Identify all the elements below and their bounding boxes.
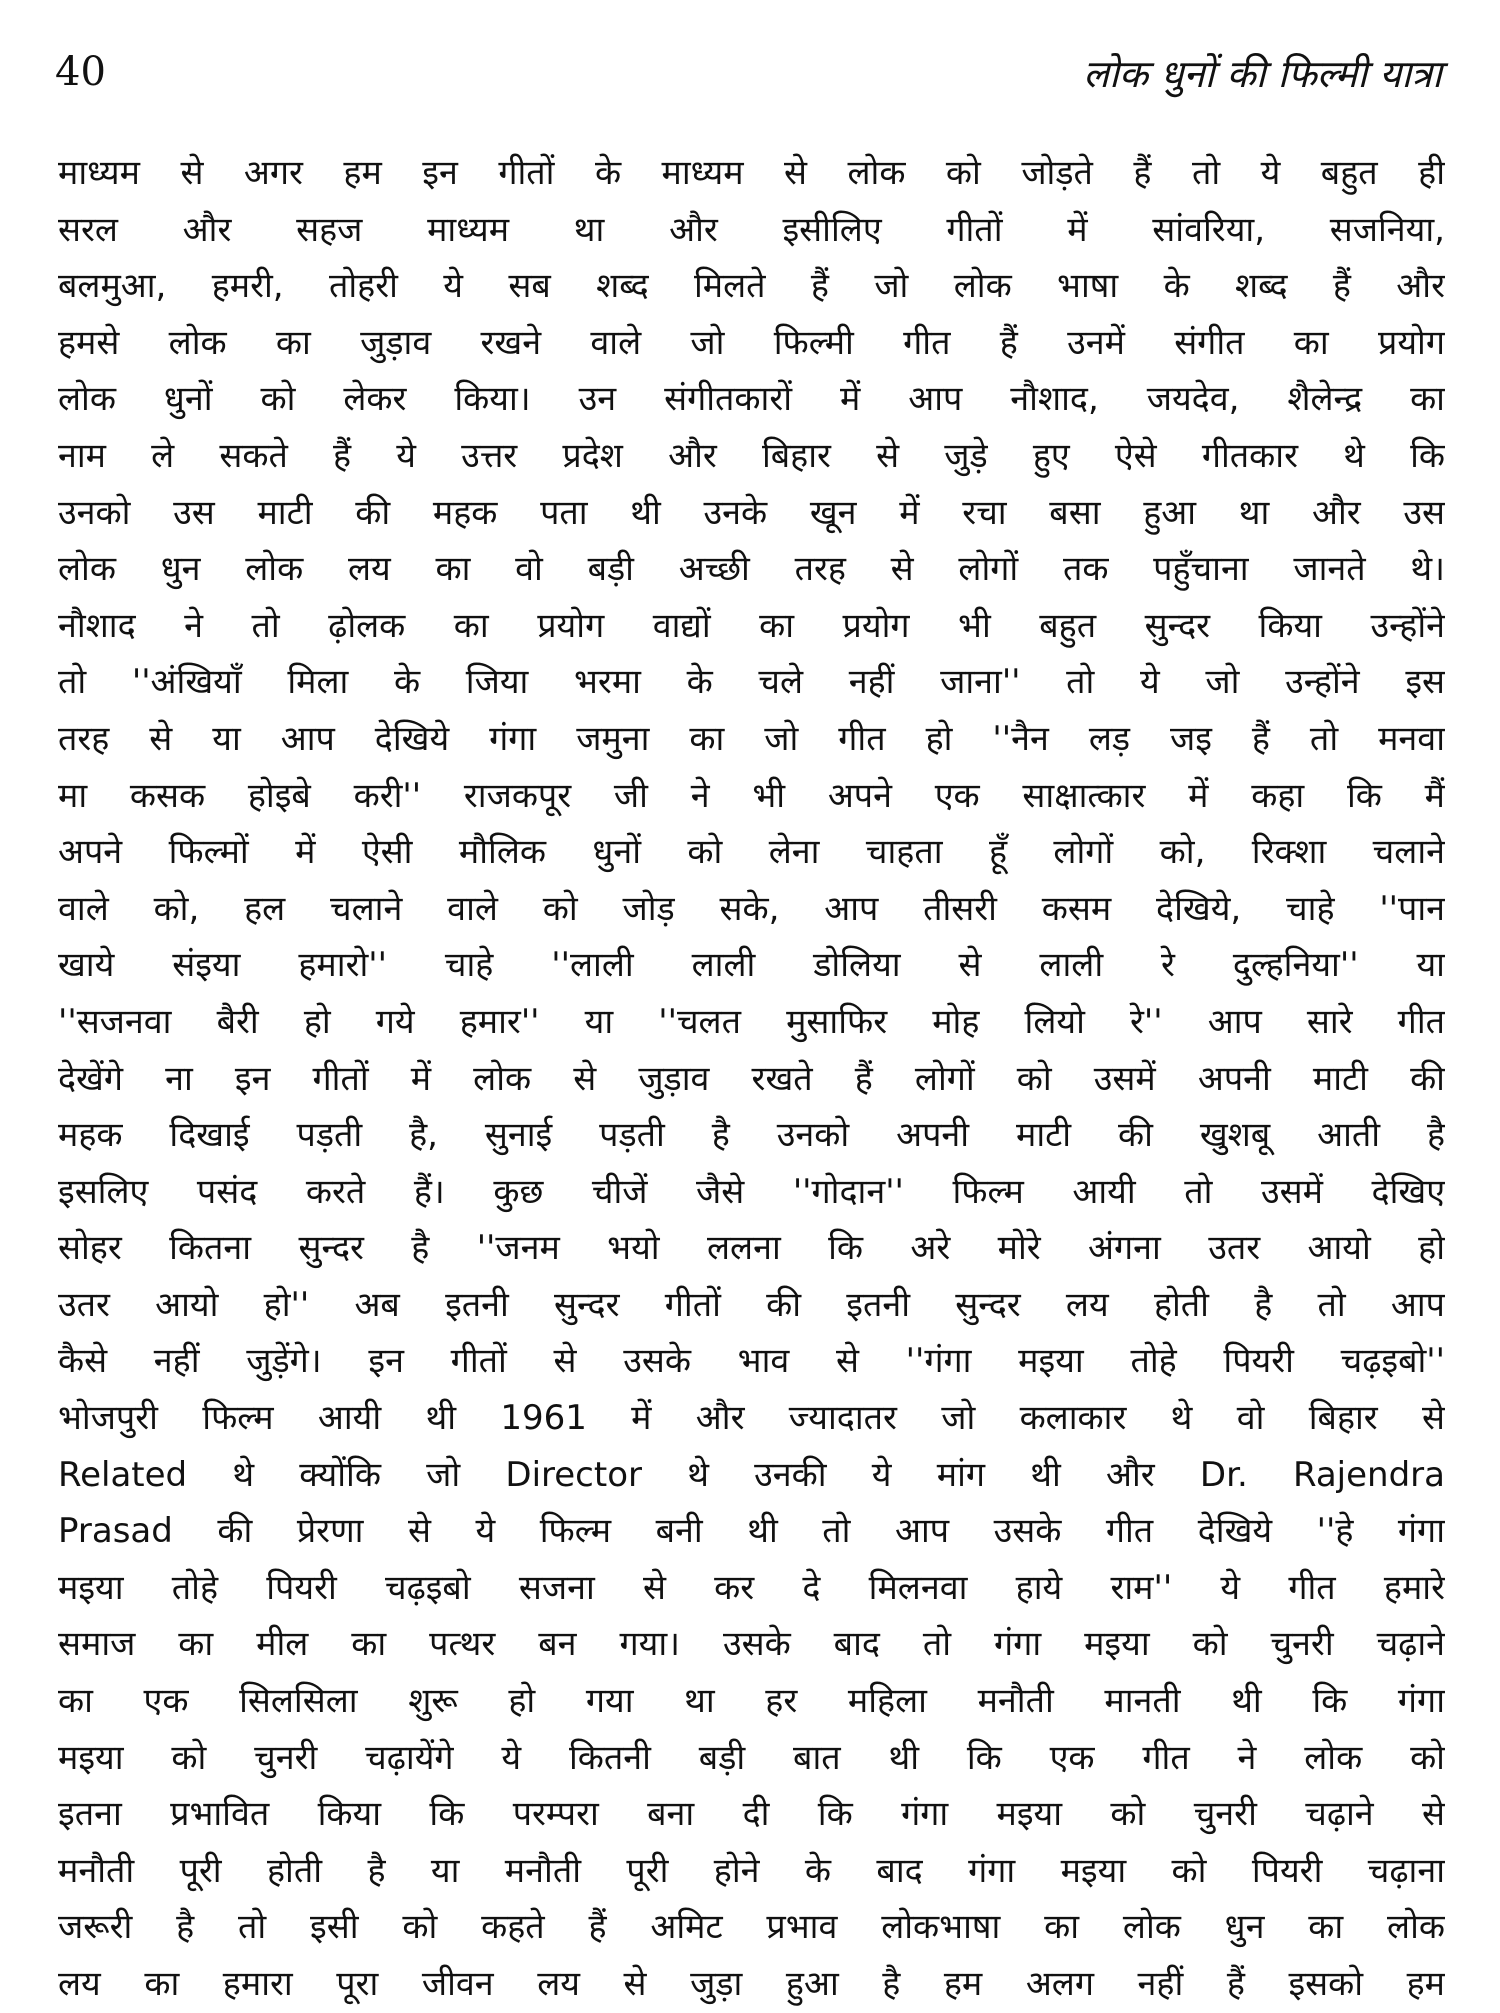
text-line: मइया को चुनरी चढ़ायेंगे ये कितनी बड़ी बात थी कि एक गीत ने लोक को [58, 1737, 1445, 1778]
text-line: Related थे क्योंकि जो Director थे उनकी ये मांग थी और Dr. Rajendra [58, 1454, 1445, 1495]
text-line: लोक धुनों को लेकर किया। उन संगीतकारों में आप नौशाद, जयदेव, शैलेन्द्र का [58, 379, 1445, 420]
text-line: वाले को, हल चलाने वाले को जोड़ सके, आप तीसरी कसम देखिये, चाहे ''पान [58, 888, 1445, 929]
text-line: नाम ले सकते हैं ये उत्तर प्रदेश और बिहार से जुड़े हुए ऐसे गीतकार थे कि [58, 435, 1445, 476]
text-line: देखेंगे ना इन गीतों में लोक से जुड़ाव रखते हैं लोगों को उसमें अपनी माटी की [58, 1058, 1445, 1099]
text-line: सोहर कितना सुन्दर है ''जनम भयो ललना कि अरे मोरे अंगना उतर आयो हो [58, 1228, 1445, 1269]
text-line: इतना प्रभावित किया कि परम्परा बना दी कि गंगा मइया को चुनरी चढ़ाने से [58, 1794, 1445, 1835]
text-line: मनौती पूरी होती है या मनौती पूरी होने के बाद गंगा मइया को पियरी चढ़ाना [58, 1850, 1445, 1891]
text-line: लय का हमारा पूरा जीवन लय से जुड़ा हुआ है हम अलग नहीं हैं इसको हम [58, 1964, 1445, 2004]
text-line: जरूरी है तो इसी को कहते हैं अमिट प्रभाव लोकभाषा का लोक धुन का लोक [58, 1907, 1445, 1948]
text-line: खाये संइया हमारो'' चाहे ''लाली लाली डोलिया से लाली रे दुल्हनिया'' या [58, 945, 1445, 986]
text-line: अपने फिल्मों में ऐसी मौलिक धुनों को लेना चाहता हूँ लोगों को, रिक्शा चलाने [58, 832, 1445, 873]
text-line: माध्यम से अगर हम इन गीतों के माध्यम से लोक को जोड़ते हैं तो ये बहुत ही [58, 153, 1445, 193]
text-line: Prasad की प्रेरणा से ये फिल्म बनी थी तो आप उसके गीत देखिये ''हे गंगा [58, 1511, 1445, 1552]
page-number: 40 [55, 49, 106, 95]
text-line: मइया तोहे पियरी चढ़इबो सजना से कर दे मिलनवा हाये राम'' ये गीत हमारे [58, 1567, 1445, 1608]
text-line: नौशाद ने तो ढ़ोलक का प्रयोग वाद्यों का प्रयोग भी बहुत सुन्दर किया उन्होंने [58, 605, 1445, 646]
text-line: हमसे लोक का जुड़ाव रखने वाले जो फिल्मी गीत हैं उनमें संगीत का प्रयोग [58, 322, 1445, 363]
text-line: इसलिए पसंद करते हैं। कुछ चीजें जैसे ''गोदान'' फिल्म आयी तो उसमें देखिए [58, 1171, 1445, 1212]
text-line: का एक सिलसिला शुरू हो गया था हर महिला मनौती मानती थी कि गंगा [58, 1681, 1445, 1722]
body-paragraph [58, 145, 1445, 2013]
text-line: तो ''अंखियाँ मिला के जिया भरमा के चले नहीं जाना'' तो ये जो उन्होंने इस [58, 662, 1445, 703]
text-line: बलमुआ, हमरी, तोहरी ये सब शब्द मिलते हैं जो लोक भाषा के शब्द हैं और [58, 266, 1445, 307]
text-line: ''सजनवा बैरी हो गये हमार'' या ''चलत मुसाफिर मोह लियो रे'' आप सारे गीत [58, 1001, 1445, 1042]
text-line: उतर आयो हो'' अब इतनी सुन्दर गीतों की इतनी सुन्दर लय होती है तो आप [58, 1284, 1445, 1325]
text-line: महक दिखाई पड़ती है, सुनाई पड़ती है उनको अपनी माटी की खुशबू आती है [58, 1115, 1445, 1156]
text-line: मा कसक होइबे करी'' राजकपूर जी ने भी अपने एक साक्षात्कार में कहा कि मैं [58, 775, 1445, 816]
running-header-title: लोक धुनों की फिल्मी यात्रा [1083, 52, 1442, 96]
text-line: उनको उस माटी की महक पता थी उनके खून में रचा बसा हुआ था और उस [58, 492, 1445, 533]
text-line: लोक धुन लोक लय का वो बड़ी अच्छी तरह से लोगों तक पहुँचाना जानते थे। [58, 549, 1445, 590]
text-line: तरह से या आप देखिये गंगा जमुना का जो गीत हो ''नैन लड़ जइ हैं तो मनवा [58, 718, 1445, 759]
text-line: सरल और सहज माध्यम था और इसीलिए गीतों में सांवरिया, सजनिया, [58, 209, 1445, 250]
text-line: भोजपुरी फिल्म आयी थी 1961 में और ज्यादातर जो कलाकार थे वो बिहार से [58, 1398, 1445, 1439]
text-line: समाज का मील का पत्थर बन गया। उसके बाद तो गंगा मइया को चुनरी चढ़ाने [58, 1624, 1445, 1665]
text-line: कैसे नहीं जुड़ेंगे। इन गीतों से उसके भाव से ''गंगा मइया तोहे पियरी चढ़इबो'' [58, 1341, 1445, 1382]
